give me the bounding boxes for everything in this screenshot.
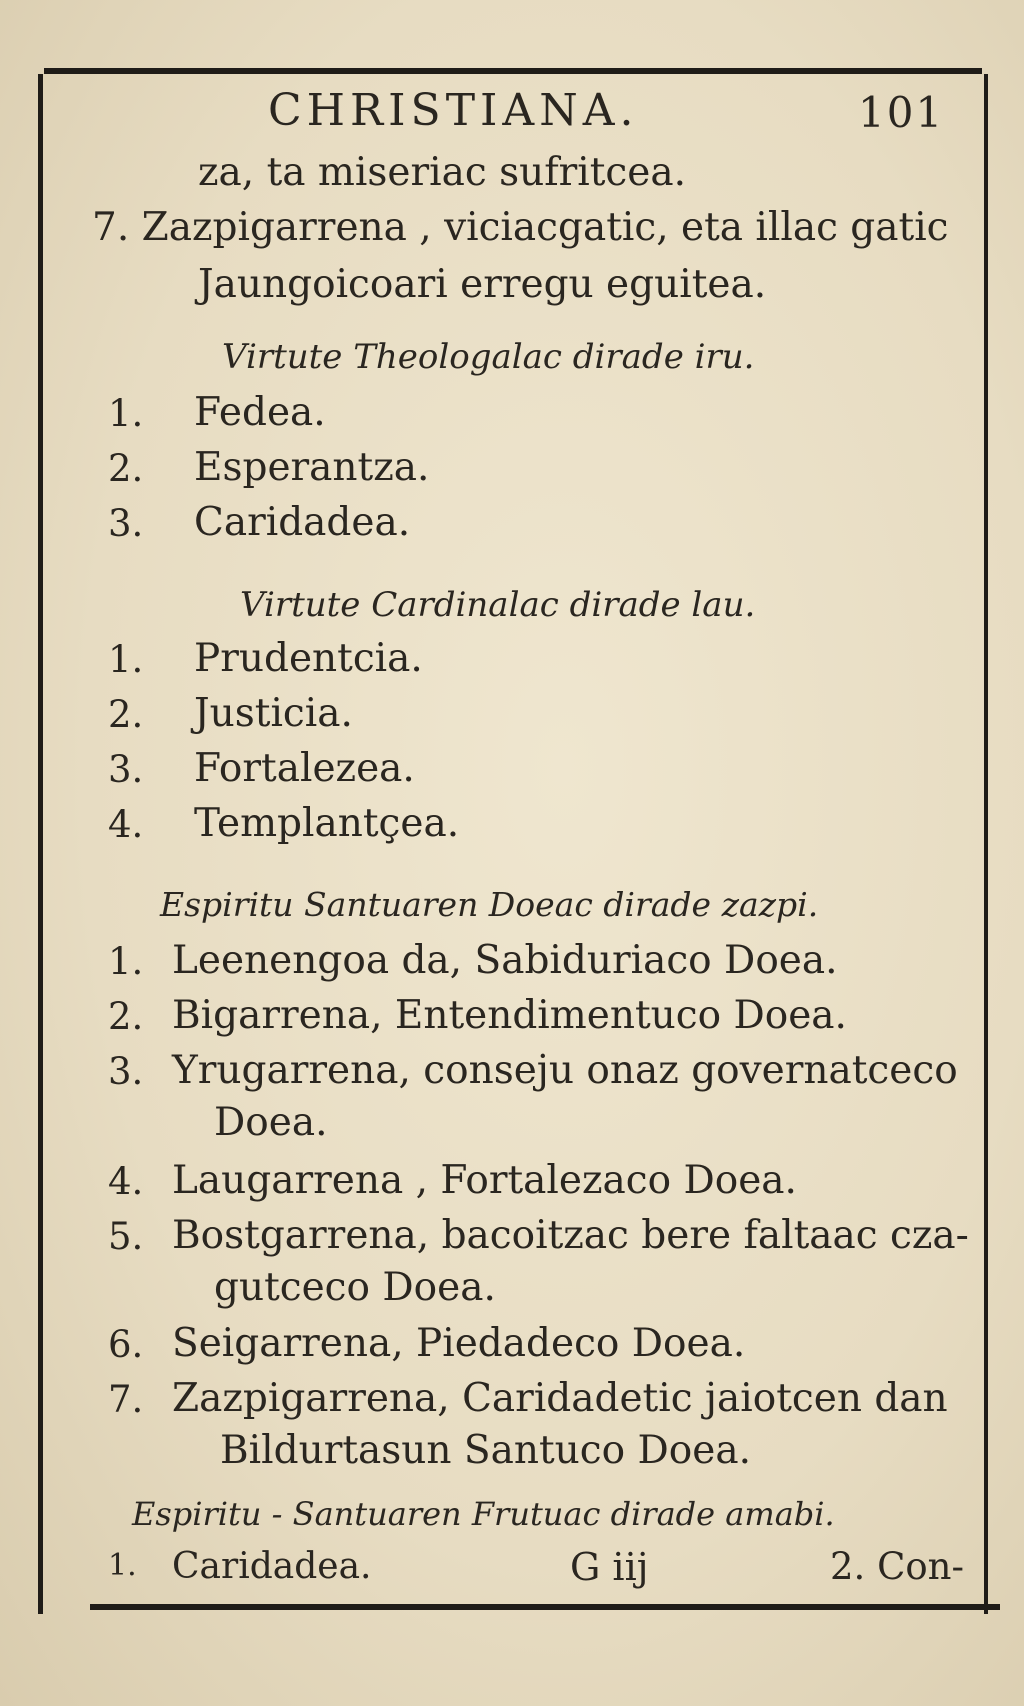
- item-number: 4.: [108, 803, 144, 846]
- frame-rule-left: [38, 74, 43, 1614]
- item-number: 1.: [108, 638, 144, 681]
- item-text: Prudentcia.: [194, 636, 423, 681]
- item-number: 1.: [108, 1548, 137, 1583]
- item-number: 1.: [108, 392, 144, 435]
- frame-rule-bottom: [90, 1604, 1000, 1610]
- item-text: Seigarrena, Piedadeco Doea.: [172, 1321, 746, 1366]
- item-text: Bostgarrena, bacoitzac bere faltaac cza-: [172, 1213, 969, 1258]
- item-text: Fedea.: [194, 390, 326, 435]
- section-heading: Espiritu Santuaren Doeac dirade zazpi.: [160, 885, 819, 924]
- item-number: 3.: [108, 502, 144, 545]
- item-text: Yrugarrena, conseju onaz governatceco: [172, 1048, 958, 1093]
- item-text: Zazpigarrena, Caridadetic jaiotcen dan: [172, 1376, 948, 1421]
- item-number: 4.: [108, 1160, 144, 1203]
- item-number: 2.: [108, 995, 144, 1038]
- item-text: Bigarrena, Entendimentuco Doea.: [172, 993, 847, 1038]
- item-number: 2.: [108, 693, 144, 736]
- item-continuation: Bildurtasun Santuco Doea.: [220, 1428, 751, 1473]
- item-text: Laugarrena , Fortalezaco Doea.: [172, 1158, 797, 1203]
- item-continuation: Doea.: [214, 1100, 328, 1145]
- section-heading: Espiritu - Santuaren Frutuac dirade amabi.: [132, 1495, 835, 1533]
- frame-rule-right: [984, 74, 988, 1614]
- section-heading: Virtute Cardinalac dirade lau.: [240, 585, 756, 625]
- item-number: 5.: [108, 1215, 144, 1258]
- item-number: 3.: [108, 748, 144, 791]
- running-title: CHRISTIANA.: [268, 85, 639, 136]
- item-text: Templantçea.: [194, 801, 460, 846]
- item-number: 3.: [108, 1050, 144, 1093]
- text-line: 7. Zazpigarrena , viciacgatic, eta illac gatic: [92, 205, 949, 250]
- item-number: 6.: [108, 1323, 144, 1366]
- item-text: Fortalezea.: [194, 746, 415, 791]
- item-text: Caridadea.: [194, 500, 411, 545]
- item-text: Esperantza.: [194, 445, 430, 490]
- page-number: 101: [858, 88, 945, 137]
- text-line: za, ta miseriac sufritcea.: [198, 150, 686, 195]
- catchword: 2. Con-: [830, 1545, 964, 1588]
- item-text: Leenengoa da, Sabiduriaco Doea.: [172, 938, 838, 983]
- item-number: 1.: [108, 940, 144, 983]
- item-continuation: gutceco Doea.: [214, 1265, 496, 1310]
- item-text: Caridadea.: [172, 1546, 372, 1587]
- text-line: Jaungoicoari erregu eguitea.: [198, 262, 767, 307]
- item-text: Justicia.: [194, 691, 353, 736]
- item-number: 2.: [108, 447, 144, 490]
- frame-rule-top: [44, 68, 982, 74]
- item-number: 7.: [108, 1378, 144, 1421]
- section-heading: Virtute Theologalac dirade iru.: [222, 337, 755, 377]
- signature-mark: G iij: [570, 1545, 649, 1589]
